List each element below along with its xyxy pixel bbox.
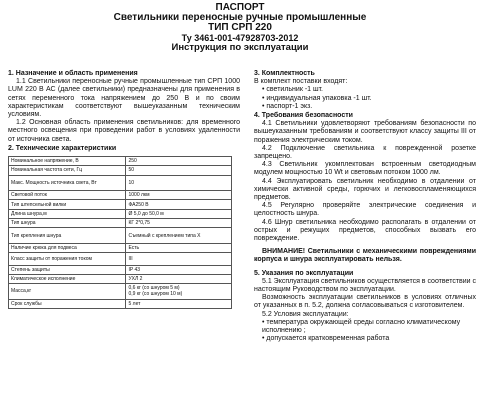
right-column — [254, 69, 476, 344]
specs-table — [8, 156, 232, 309]
spec-name: Степень защиты — [9, 265, 126, 274]
spec-value: 10 — [126, 175, 232, 191]
spec-value: 50 — [126, 166, 232, 175]
spec-value: УХЛ 2 — [126, 274, 232, 283]
spec-name: Световой поток — [9, 191, 126, 200]
spec-name: Климатическое исполнение — [9, 274, 126, 283]
doc-spec: Ту 3461-001-47928703-2012 — [181, 33, 299, 43]
section-5-paragraph-2: Возможность эксплуатации светильников в условиях отличных от указанных в п. 5.2, должна согласовываться с изготовителем. — [254, 294, 476, 310]
spec-row — [9, 219, 232, 228]
doc-instructions-heading: Инструкция по эксплуатации — [171, 42, 309, 53]
spec-name: Номинальная частота сети, Гц — [9, 166, 126, 175]
section-1-paragraph-1: 1.1 Светильники переносные ручные промышленные тип СРП 1000 LUM 220 В АС (далее светильники) предназначены для применения в сетях переменного тока напряжением до 250 В и по своим характеристикам соответствуют вышеуказанным техническим условиям. — [8, 78, 240, 119]
spec-value: Съемный с креплением типа Х — [126, 228, 232, 244]
spec-row — [9, 265, 232, 274]
section-4-paragraph-5: 4.5 Регулярно проверяйте электрические соединения и целостность шнура. — [254, 202, 476, 218]
left-column — [8, 69, 240, 309]
document-header — [0, 3, 480, 53]
spec-name: Макс. Мощность источника света, Вт — [9, 175, 126, 191]
section-4-paragraph-4: 4.4 Эксплуатировать светильник необходимо в отдалении от химически активной среды, горючих и легковоспламеняющихся предметов. — [254, 177, 476, 202]
spec-value: 1000 лкм — [126, 191, 232, 200]
spec-value: КГ 2*0,75 — [126, 219, 232, 228]
spec-value: 5 лет — [126, 299, 232, 308]
spec-name: Срок службы — [9, 299, 126, 308]
spec-row — [9, 228, 232, 244]
section-4-paragraph-3: 4.3 Светильник укомплектован встроенным светодиодным модулем мощностью 10 Wt и световым потоком 1000 лм. — [254, 161, 476, 177]
section-3-intro: В комплект поставки входят: — [254, 78, 348, 86]
spec-value: Есть — [126, 243, 232, 252]
spec-name: Тип штепсельной вилки — [9, 200, 126, 209]
spec-value: IP 43 — [126, 265, 232, 274]
spec-row — [9, 166, 232, 175]
section-4-paragraph-2: 4.2 Подключение светильника к поврежденной розетке запрещено. — [254, 144, 476, 161]
doc-subtitle: Светильники переносные ручные промышленные — [113, 12, 367, 23]
spec-row — [9, 175, 232, 191]
section-2-title: 2. Технические характеристики — [8, 144, 117, 152]
spec-row — [9, 191, 232, 200]
spec-name: Тип шнура — [9, 219, 126, 228]
doc-type: ТИП СРП 220 — [208, 22, 272, 33]
spec-name: Номинальное напряжение, В — [9, 157, 126, 166]
kit-item: • паспорт-1 экз. — [262, 102, 313, 110]
section-4-title: 4. Требования безопасности — [254, 112, 353, 120]
condition-item: • допускается кратковременная работа — [262, 335, 390, 343]
warning-text: ВНИМАНИЕ! Светильники с механическими повреждениями корпуса и шнура эксплуатировать нельзя. — [254, 248, 476, 264]
spec-row — [9, 253, 232, 266]
section-5-paragraph-1: 5.1 Эксплуатация светильников осуществляется в соответствии с настоящим Руководством по эксплуатации. — [254, 277, 477, 294]
spec-row — [9, 243, 232, 252]
spec-name: Тип крепления шнура — [9, 228, 126, 244]
spec-value: III — [126, 253, 232, 266]
spec-row — [9, 299, 232, 308]
section-5-paragraph-3: 5.2 Условия эксплуатации: — [262, 310, 349, 318]
spec-row — [9, 209, 232, 218]
spec-row — [9, 274, 232, 283]
spec-value: 0,6 кг (со шнуром 5 м) 0,9 кг (со шнуром 10 м) — [126, 284, 232, 300]
spec-name: Класс защиты от поражения током — [9, 253, 126, 266]
spec-name: Масса,кг — [9, 284, 126, 300]
section-1-paragraph-2: 1.2 Основная область применения светильников: для временного местного освещения при проведении работ в условиях удаленности от источника света. — [8, 119, 240, 143]
spec-row — [9, 157, 232, 166]
kit-item: • индивидуальная упаковка -1 шт. — [262, 94, 372, 102]
spec-name: Наличие крюка для подвеса — [9, 243, 126, 252]
kit-item: • светильник -1 шт. — [262, 86, 323, 94]
spec-value: ФА250 В — [126, 200, 232, 209]
spec-row — [9, 284, 232, 300]
section-3-title: 3. Комплектность — [254, 70, 315, 77]
section-1-title: 1. Назначение и область применения — [8, 70, 138, 77]
doc-title: ПАСПОРТ — [215, 2, 265, 13]
section-4-paragraph-6: 4.6 Шнур светильника необходимо располагать в отдалении от острых и режущих предметов, способных вызвать его повреждение. — [254, 218, 476, 243]
spec-name: Длина шнура,м — [9, 209, 126, 218]
spec-value: Ø 5,0 до 50,0 м — [126, 209, 232, 218]
spec-row — [9, 200, 232, 209]
condition-item: • температура окружающей среды согласно климатическому исполнению ; — [262, 318, 461, 335]
spec-value: 250 — [126, 157, 232, 166]
section-4-paragraph-1: 4.1 Светильники удовлетворяют требованиям безопасности по вышеуказанным требованиям и соответствуют классу защиты III от поражения электрическим током. — [254, 120, 476, 144]
section-5-title: 5. Указания по эксплуатации — [254, 269, 354, 277]
